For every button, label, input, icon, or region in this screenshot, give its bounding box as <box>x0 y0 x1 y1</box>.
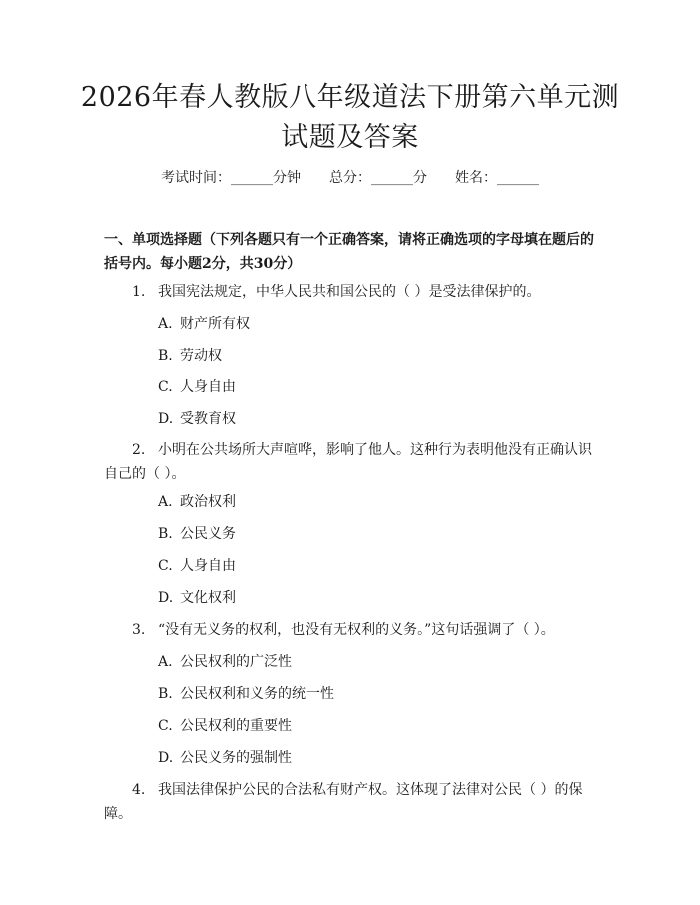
total-score-field: 总分：______分 <box>329 170 427 186</box>
option-letter: B. <box>158 686 173 702</box>
option-letter: C. <box>158 379 173 395</box>
question-2-option-b <box>158 524 236 544</box>
question-2-option-d <box>158 588 236 608</box>
option-text: 受教育权 <box>180 411 236 427</box>
question-2-option-c <box>158 556 236 576</box>
option-text: 人身自由 <box>180 379 236 395</box>
option-letter: A. <box>158 494 173 510</box>
question-text: 我国法律保护公民的合法私有财产权。这体现了法律对公民（ ）的保障。 <box>104 782 583 822</box>
page-title-line2: 试题及答案 <box>281 122 419 153</box>
question-2-option-a <box>158 492 236 512</box>
question-number: 2. <box>132 442 146 458</box>
question-1-option-d <box>158 409 236 429</box>
exam-meta <box>0 168 700 188</box>
section-heading: 一、单项选择题（下列各题只有一个正确答案，请将正确选项的字母填在题后的括号内。每小题2分，共30分） <box>104 232 594 272</box>
question-1-option-c <box>158 377 236 397</box>
question-1-option-b <box>158 346 222 366</box>
option-letter: C. <box>158 718 173 734</box>
question-3-option-b <box>158 684 334 704</box>
option-text: 公民权利的重要性 <box>180 718 292 734</box>
option-text: 公民义务的强制性 <box>180 750 292 766</box>
student-name-field: 姓名：______ <box>455 170 539 186</box>
question-number: 1. <box>132 284 146 300</box>
question-3 <box>104 618 604 642</box>
option-text: 公民权利的广泛性 <box>180 654 292 670</box>
question-text: “没有无义务的权利，也没有无权利的义务。”这句话强调了（ ）。 <box>158 622 555 638</box>
question-3-option-d <box>158 748 292 768</box>
option-text: 公民权利和义务的统一性 <box>180 686 334 702</box>
question-1 <box>104 280 604 304</box>
question-text: 小明在公共场所大声喧哗，影响了他人。这种行为表明他没有正确认识自己的（ ）。 <box>104 442 592 482</box>
question-1-option-a <box>158 314 250 334</box>
option-text: 人身自由 <box>180 558 236 574</box>
question-4 <box>104 778 604 826</box>
question-3-option-c <box>158 716 292 736</box>
option-letter: A. <box>158 654 173 670</box>
option-text: 政治权利 <box>180 494 236 510</box>
option-text: 财产所有权 <box>180 316 250 332</box>
option-letter: B. <box>158 526 173 542</box>
option-text: 文化权利 <box>180 590 236 606</box>
question-2 <box>104 438 604 486</box>
option-letter: D. <box>158 411 174 427</box>
option-text: 劳动权 <box>180 348 222 364</box>
question-3-option-a <box>158 652 292 672</box>
option-letter: D. <box>158 590 174 606</box>
option-letter: B. <box>158 348 173 364</box>
page-title-line1: 2026年春人教版八年级道法下册第六单元测 <box>80 82 620 113</box>
question-number: 4. <box>132 782 146 798</box>
option-letter: C. <box>158 558 173 574</box>
option-text: 公民义务 <box>180 526 236 542</box>
question-text: 我国宪法规定，中华人民共和国公民的（ ）是受法律保护的。 <box>158 284 541 300</box>
option-letter: A. <box>158 316 173 332</box>
question-number: 3. <box>132 622 146 638</box>
option-letter: D. <box>158 750 174 766</box>
exam-time-field: 考试时间：______分钟 <box>161 170 301 186</box>
